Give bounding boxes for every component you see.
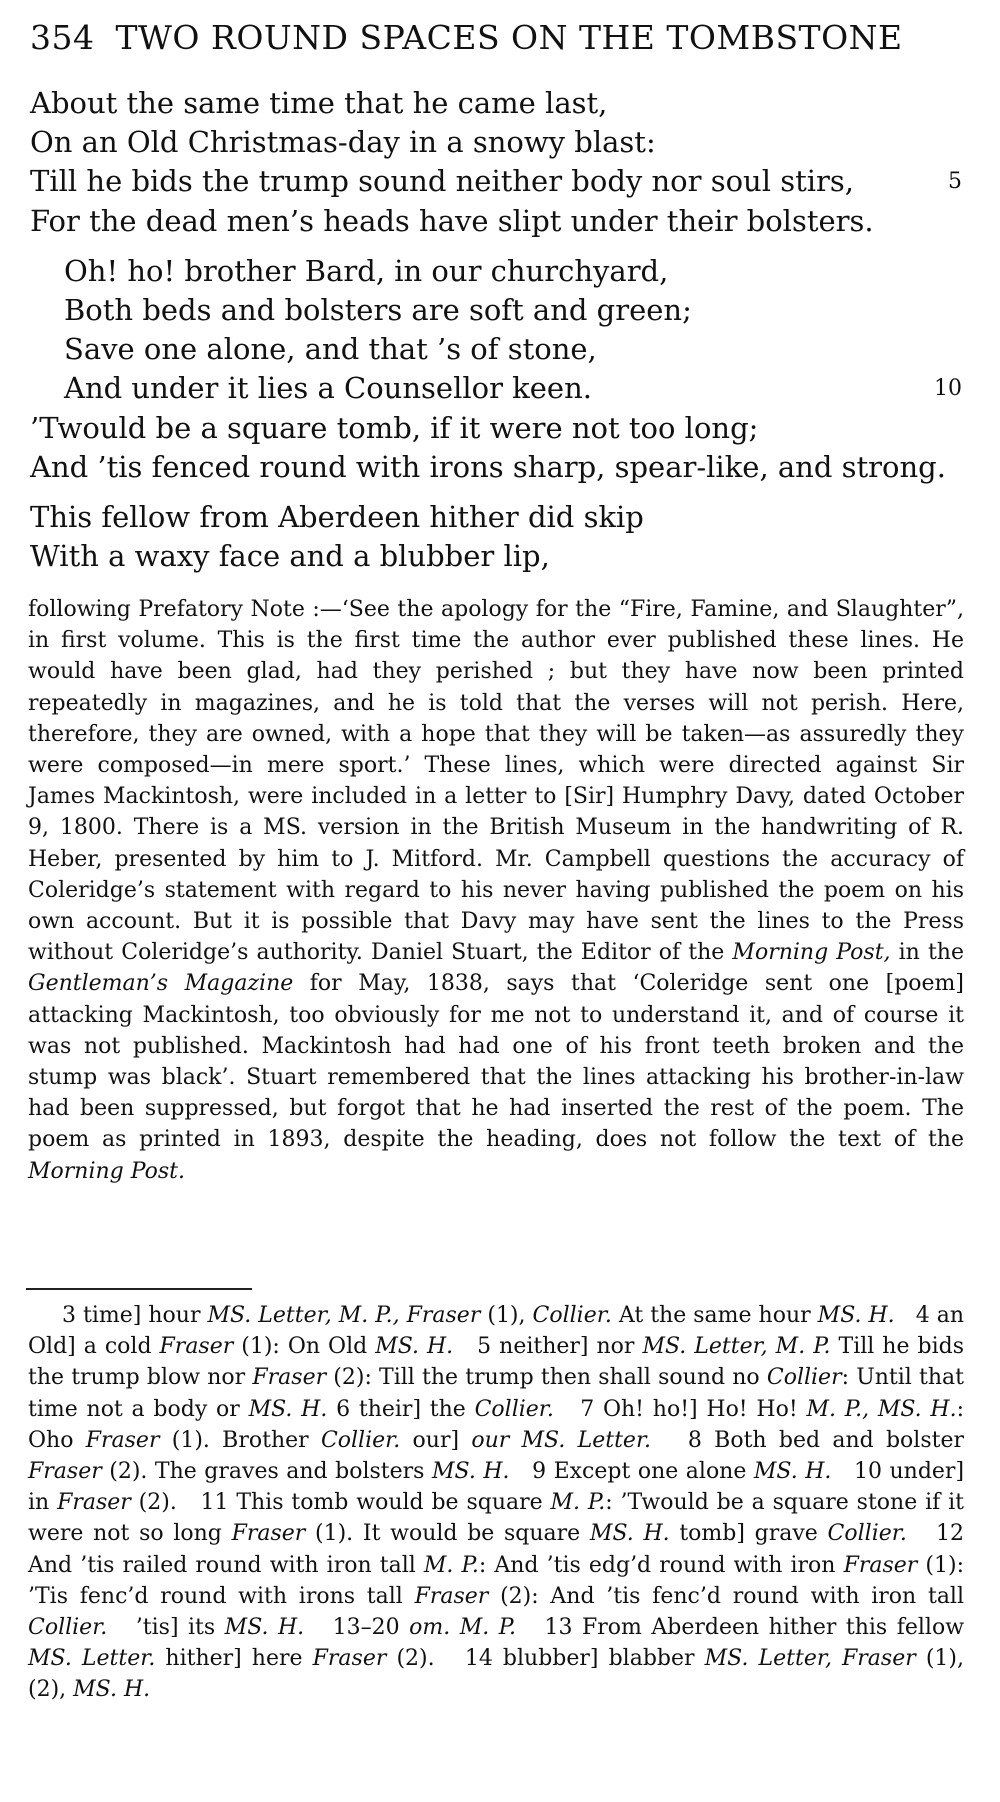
poem-line: Save one alone, and that ’s of stone,: [64, 332, 597, 367]
poem-line: And ’tis fenced round with irons sharp, spear-like, and strong.: [30, 449, 946, 484]
poem-line: On an Old Christmas-day in a snowy blast:: [30, 125, 656, 160]
prefatory-note: following Prefatory Note :—‘See the apology for the “Fire, Famine, and Slaughter”, in first volume. This is the first time the author ever published these lines. He would have been glad, had they perished ; but they have now been printed repeatedly in magazines, and he is told that the verses will not perish. Here, therefore, they are owned, with a hope that they will be taken—as assuredly they were composed—in mere sport.’ These lines, which were directed against Sir James Mackintosh, were included in a letter to [Sir] Humphry Davy, dated October 9, 1800. There is a MS. version in the British Museum in the handwriting of R. Heber, presented by him to J. Mitford. Mr. Campbell questions the accuracy of Coleridge’s statement with regard to his never having published the poem on his own account. But it is possible that Davy may have sent the lines to the Press without Coleridge’s authority. Daniel Stuart, the Editor of the Morning Post, in the Gentleman’s Magazine for May, 1838, says that ‘Coleridge sent one [poem] attacking Mackintosh, too obviously for me not to understand it, and of course it was not published. Mackintosh had had one of his front teeth broken and the stump was black’. Stuart remembered that the lines attacking his brother-in-law had been suppressed, but forgot that he had inserted the rest of the poem. The poem as printed in 1893, despite the heading, does not follow the text of the Morning Post.: [28, 597, 964, 1184]
poem-line: With a waxy face and a blubber lip,: [30, 539, 550, 574]
page-number: 354: [30, 18, 95, 57]
poem-line: About the same time that he came last,: [30, 86, 608, 120]
poem-line: For the dead men’s heads have slipt under their bolsters.: [30, 203, 874, 238]
poem-line: ’Twould be a square tomb, if it were not too long;: [30, 410, 759, 445]
footnote-divider: [26, 1288, 252, 1290]
poem-line: Both beds and bolsters are soft and green;: [64, 292, 692, 327]
running-title: TWO ROUND SPACES ON THE TOMBSTONE: [115, 18, 903, 57]
poem-line: Till he bids the trump sound neither body nor soul stirs, 5: [30, 162, 966, 201]
line-number: 5: [948, 169, 962, 195]
poem-line: This fellow from Aberdeen hither did skip: [30, 499, 644, 534]
poem-line: And under it lies a Counsellor keen. 10: [30, 369, 966, 408]
poem-text: [30, 84, 966, 576]
textual-variants: 3 time] hour MS. Letter, M. P., Fraser (1), Collier. At the same hour MS. H. 4 an Old] a cold Fraser (1): On Old MS. H. 5 neither] nor MS. Letter, M. P. Till he bids the trump blow nor Fraser (2): Till the trump then shall sound no Collier: Until that time not a body or MS. H. 6 their] the Collier. 7 Oh! ho!] Ho! Ho! M. P., MS. H.: Oho Fraser (1). Brother Collier. our] our MS. Letter. 8 Both bed and bolster Fraser (2). The graves and bolsters MS. H. 9 Except one alone MS. H. 10 under] in Fraser (2). 11 This tomb would be square M. P.: ’Twould be a square stone if it were not so long Fraser (1). It would be square MS. H. tomb] grave Collier. 12 And ’tis railed round with iron tall M. P.: And ’tis edg’d round with iron Fraser (1): ’Tis fenc’d round with irons tall Fraser (2): And ’tis fenc’d round with iron tall Collier. ’tis] its MS. H. 13–20 om. M. P. 13 From Aberdeen hither this fellow MS. Letter. hither] here Fraser (2). 14 blubber] blabber MS. Letter, Fraser (1), (2), MS. H.: [28, 1303, 965, 1703]
line-number: 10: [934, 376, 962, 402]
poem-line: Oh! ho! brother Bard, in our churchyard,: [64, 253, 669, 288]
running-header: [30, 18, 940, 57]
